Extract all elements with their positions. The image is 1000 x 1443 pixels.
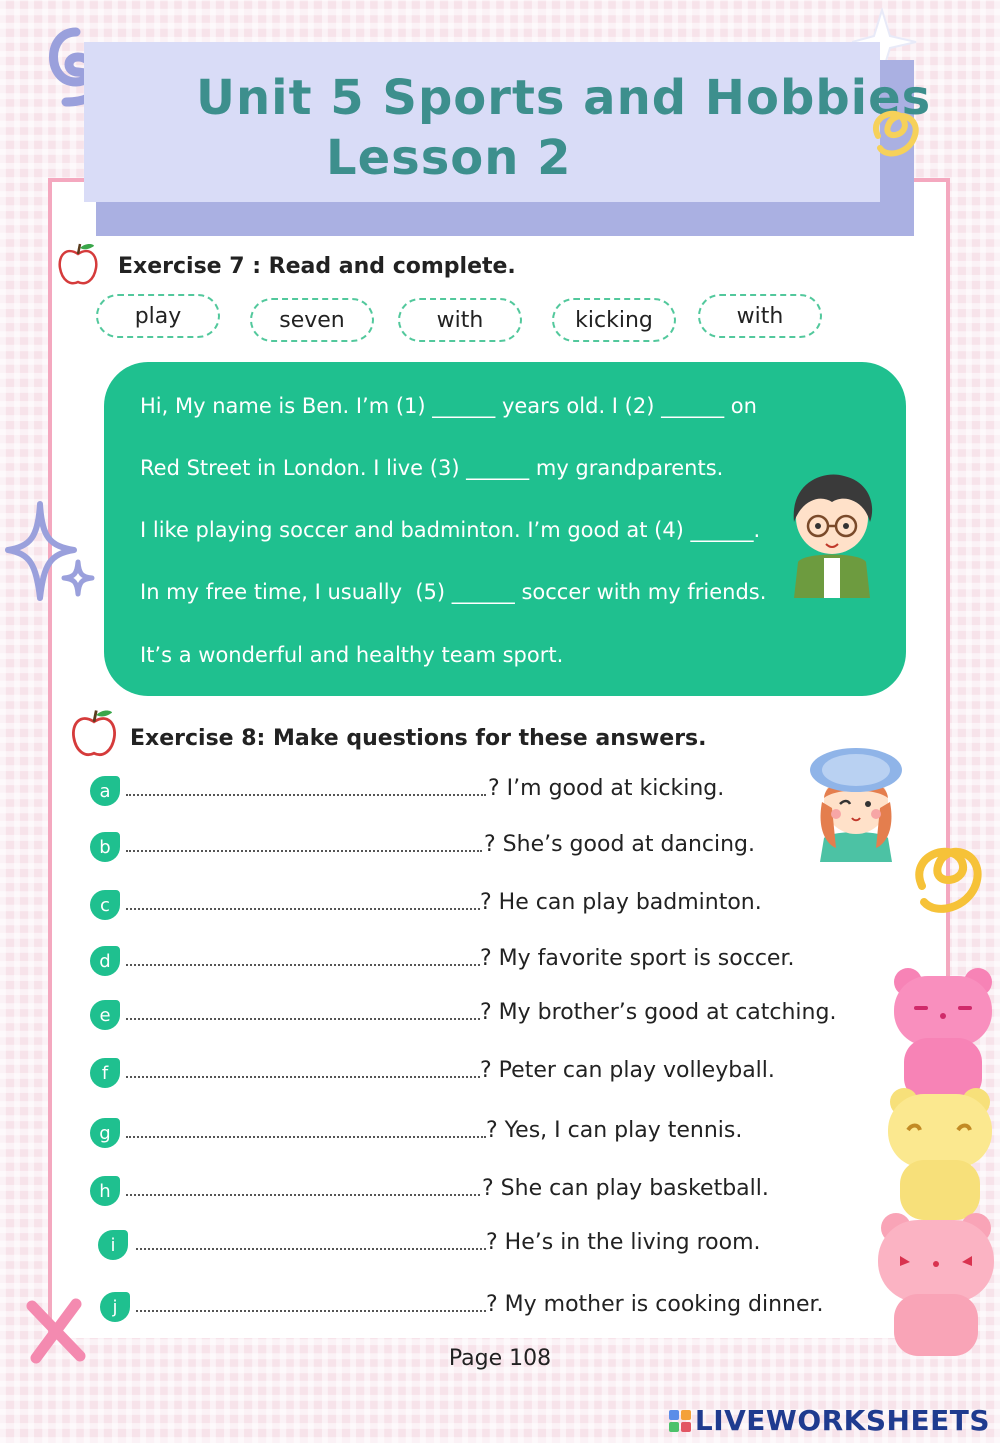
answer-text: ? He can play badminton. xyxy=(480,890,762,915)
question-letter-badge: f xyxy=(90,1058,120,1088)
answer-input-line[interactable] xyxy=(126,1194,480,1196)
answer-input-line[interactable] xyxy=(136,1310,486,1312)
answer-text: ? Yes, I can play tennis. xyxy=(486,1118,743,1143)
title-banner xyxy=(84,42,932,202)
question-row xyxy=(90,1058,830,1088)
question-letter-badge: a xyxy=(90,776,120,806)
exercise8-title: Exercise 8: Make questions for these answers. xyxy=(130,726,707,751)
page-subtitle: Lesson 2 xyxy=(326,130,572,186)
question-row xyxy=(90,832,830,862)
answer-text: ? She’s good at dancing. xyxy=(484,832,756,857)
question-row xyxy=(90,1230,830,1260)
question-row xyxy=(90,890,830,920)
page-title: Unit 5 Sports and Hobbies xyxy=(196,70,932,126)
apple-icon xyxy=(56,240,100,288)
story-line: In my free time, I usually (5) ______ soccer with my friends. xyxy=(140,580,767,604)
question-row xyxy=(90,1292,830,1322)
star-outline-icon xyxy=(4,498,100,606)
question-row xyxy=(90,1000,837,1030)
word-box xyxy=(96,294,220,338)
page-number: Page 108 xyxy=(448,1346,552,1371)
question-letter-badge: j xyxy=(100,1292,130,1322)
word-label: seven xyxy=(279,307,345,333)
story-box xyxy=(104,362,906,696)
question-letter-badge: b xyxy=(90,832,120,862)
question-letter-badge: c xyxy=(90,890,120,920)
answer-text: ? My favorite sport is soccer. xyxy=(480,946,795,971)
answer-text: ? My brother’s good at catching. xyxy=(480,1000,837,1025)
question-letter-badge: e xyxy=(90,1000,120,1030)
word-label: play xyxy=(134,303,182,329)
story-line: It’s a wonderful and healthy team sport. xyxy=(140,643,564,667)
gummy-bear-pink-icon xyxy=(872,1206,1000,1356)
answer-text: ? Peter can play volleyball. xyxy=(480,1058,775,1083)
word-box xyxy=(250,298,374,342)
liveworksheets-logo xyxy=(669,1404,990,1437)
exercise7-title: Exercise 7 : Read and complete. xyxy=(118,254,516,279)
question-row xyxy=(90,946,830,976)
question-row xyxy=(90,776,830,806)
answer-input-line[interactable] xyxy=(136,1248,486,1250)
answer-input-line[interactable] xyxy=(126,964,480,966)
answer-text: ? She can play basketball. xyxy=(482,1176,769,1201)
answer-input-line[interactable] xyxy=(126,850,482,852)
apple-icon xyxy=(68,706,120,760)
answer-input-line[interactable] xyxy=(126,1018,480,1020)
gummy-bear-yellow-icon xyxy=(880,1080,1000,1220)
brand-name: LIVEWORKSHEETS xyxy=(694,1404,990,1437)
story-line: Red Street in London. I live (3) ______ my grandparents. xyxy=(140,456,724,480)
word-box xyxy=(398,298,522,342)
question-row xyxy=(90,1118,830,1148)
word-label: with xyxy=(736,303,784,329)
word-label: kicking xyxy=(575,307,653,333)
word-label: with xyxy=(436,307,484,333)
story-line: Hi, My name is Ben. I’m (1) ______ years old. I (2) ______ on xyxy=(140,394,757,418)
question-row xyxy=(90,1176,830,1206)
word-box xyxy=(698,294,822,338)
answer-text: ? I’m good at kicking. xyxy=(488,776,725,801)
story-line: I like playing soccer and badminton. I’m good at (4) ______. xyxy=(140,518,761,542)
question-letter-badge: d xyxy=(90,946,120,976)
liveworksheets-mark-icon xyxy=(669,1410,691,1432)
answer-text: ? He’s in the living room. xyxy=(486,1230,761,1255)
question-letter-badge: h xyxy=(90,1176,120,1206)
answer-input-line[interactable] xyxy=(126,794,486,796)
answer-input-line[interactable] xyxy=(126,908,480,910)
word-box xyxy=(552,298,676,342)
question-letter-badge: g xyxy=(90,1118,120,1148)
answer-input-line[interactable] xyxy=(126,1136,486,1138)
answer-text: ? My mother is cooking dinner. xyxy=(486,1292,824,1317)
answer-input-line[interactable] xyxy=(126,1076,480,1078)
question-letter-badge: i xyxy=(98,1230,128,1260)
spring-decoration-icon xyxy=(908,826,988,922)
spring-decoration-icon xyxy=(868,96,924,166)
boy-character-icon xyxy=(784,466,880,598)
